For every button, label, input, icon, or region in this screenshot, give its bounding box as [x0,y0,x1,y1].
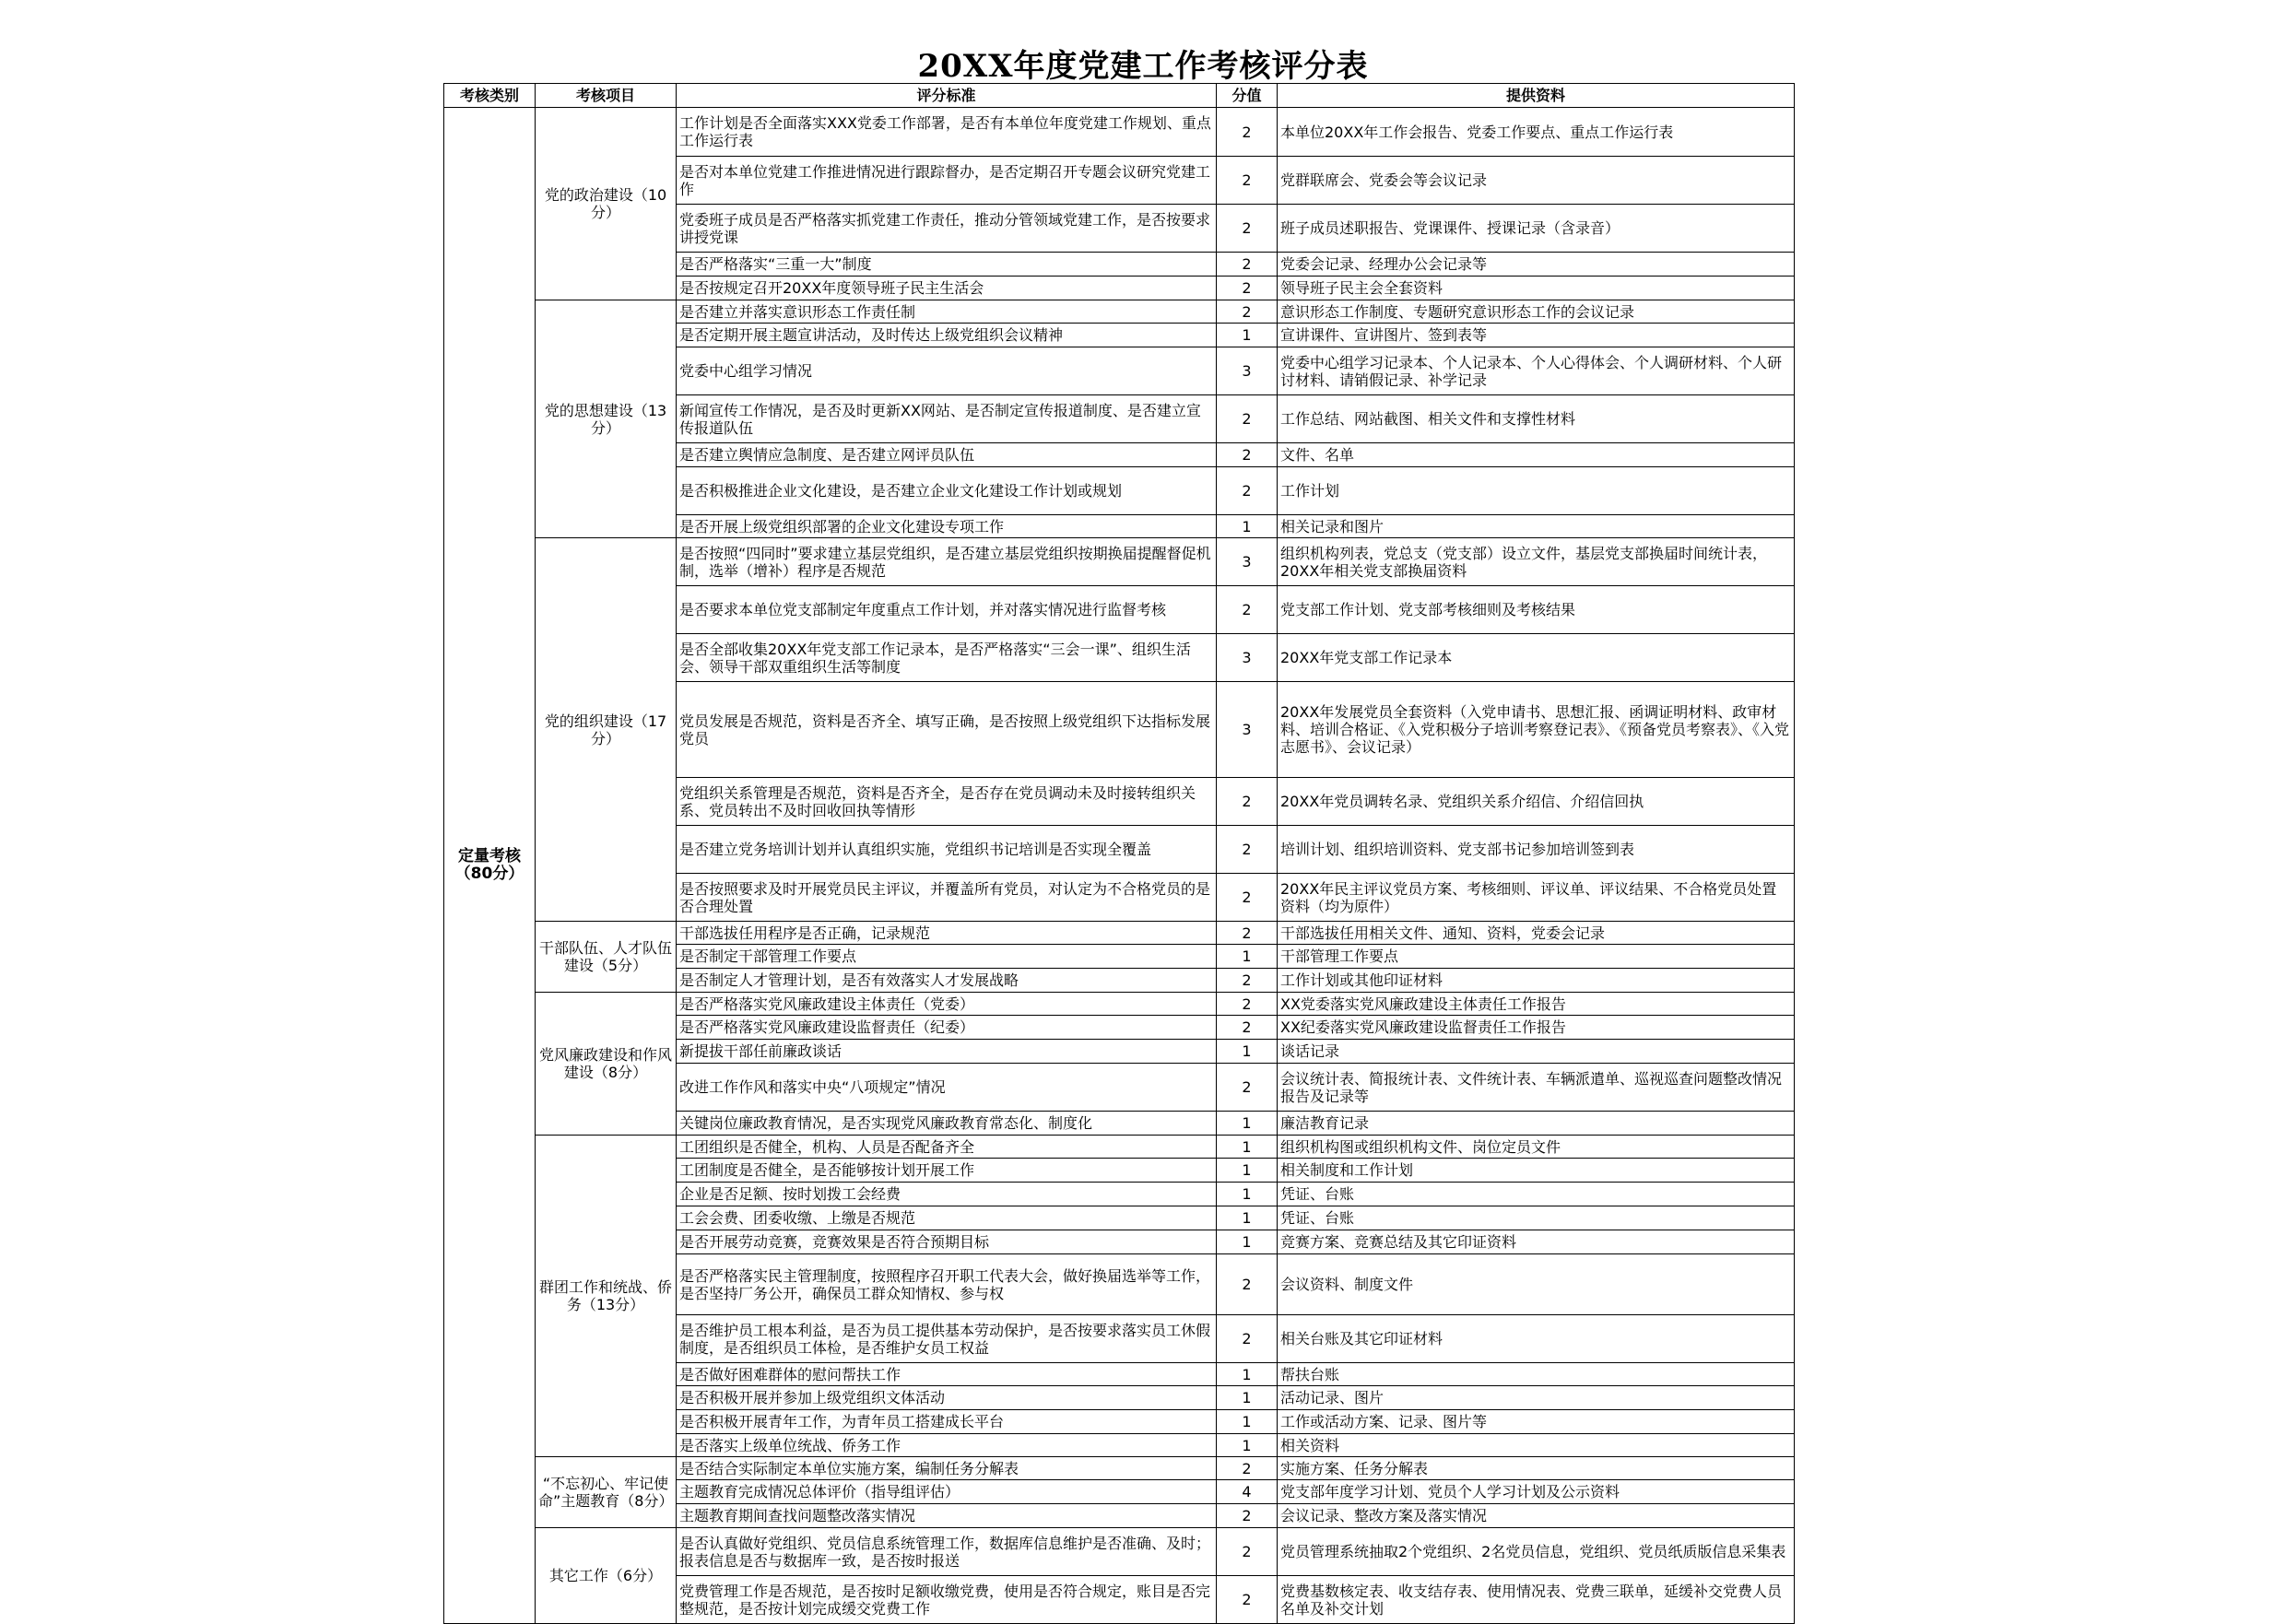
criteria-cell: 党组织关系管理是否规范，资料是否齐全，是否存在党员调动未及时接转组织关系、党员转出不及时回收回执等情形 [677,778,1217,826]
criteria-cell: 工作计划是否全面落实XXX党委工作部署，是否有本单位年度党建工作规划、重点工作运行表 [677,108,1217,157]
table-body [444,108,1795,1624]
score-cell: 2 [1217,205,1278,253]
score-cell: 3 [1217,538,1278,586]
criteria-cell: 是否落实上级单位统战、侨务工作 [677,1434,1217,1457]
materials-cell: 廉洁教育记录 [1278,1112,1795,1136]
materials-cell: 帮扶台账 [1278,1363,1795,1386]
materials-cell: 凭证、台账 [1278,1183,1795,1206]
materials-cell: 20XX年发展党员全套资料（入党申请书、思想汇报、函调证明材料、政审材料、培训合格证、《入党积极分子培训考察登记表》、《预备党员考察表》、《入党志愿书》、会议记录） [1278,682,1795,778]
materials-cell: 干部管理工作要点 [1278,945,1795,969]
criteria-cell: 是否维护员工根本利益，是否为员工提供基本劳动保护，是否按要求落实员工休假制度，是否组织员工体检，是否维护女员工权益 [677,1315,1217,1363]
header-materials: 提供资料 [1278,84,1795,108]
score-cell: 3 [1217,634,1278,682]
score-cell: 2 [1217,467,1278,515]
materials-cell: 竞赛方案、竞赛总结及其它印证资料 [1278,1230,1795,1254]
score-cell: 2 [1217,277,1278,300]
materials-cell: 会议记录、整改方案及落实情况 [1278,1504,1795,1528]
page-title: 20XX年度党建工作考核评分表 [917,48,1369,85]
criteria-cell: 是否建立并落实意识形态工作责任制 [677,300,1217,324]
project-cell: “不忘初心、牢记使命”主题教育（8分） [536,1457,677,1528]
table-row [444,1136,1795,1159]
materials-cell: 文件、名单 [1278,443,1795,467]
materials-cell: XX党委落实党风廉政建设主体责任工作报告 [1278,993,1795,1016]
criteria-cell: 是否做好困难群体的慰问帮扶工作 [677,1363,1217,1386]
criteria-cell: 主题教育期间查找问题整改落实情况 [677,1504,1217,1528]
score-cell: 2 [1217,443,1278,467]
criteria-cell: 是否开展上级党组织部署的企业文化建设专项工作 [677,515,1217,538]
materials-cell: 工作计划或其他印证材料 [1278,969,1795,993]
materials-cell: XX纪委落实党风廉政建设监督责任工作报告 [1278,1016,1795,1040]
score-cell: 2 [1217,1016,1278,1040]
criteria-cell: 是否积极推进企业文化建设，是否建立企业文化建设工作计划或规划 [677,467,1217,515]
materials-cell: 组织机构列表，党总支（党支部）设立文件，基层党支部换届时间统计表，20XX年相关党支部换届资料 [1278,538,1795,586]
criteria-cell: 是否要求本单位党支部制定年度重点工作计划，并对落实情况进行监督考核 [677,586,1217,634]
score-cell: 2 [1217,874,1278,922]
criteria-cell: 是否积极开展青年工作，为青年员工搭建成长平台 [677,1410,1217,1434]
criteria-cell: 是否严格落实“三重一大”制度 [677,253,1217,277]
materials-cell: 会议统计表、简报统计表、文件统计表、车辆派遣单、巡视巡查问题整改情况报告及记录等 [1278,1064,1795,1112]
materials-cell: 党员管理系统抽取2个党组织、2名党员信息，党组织、党员纸质版信息采集表 [1278,1528,1795,1576]
criteria-cell: 是否结合实际制定本单位实施方案，编制任务分解表 [677,1457,1217,1480]
materials-cell: 20XX年民主评议党员方案、考核细则、评议单、评议结果、不合格党员处置资料（均为原件） [1278,874,1795,922]
criteria-cell: 是否全部收集20XX年党支部工作记录本，是否严格落实“三会一课”、组织生活会、领导干部双重组织生活等制度 [677,634,1217,682]
criteria-cell: 改进工作作风和落实中央“八项规定”情况 [677,1064,1217,1112]
category-cell: 定量考核（80分） [444,108,536,1624]
table-row [444,993,1795,1016]
criteria-cell: 党费管理工作是否规范，是否按时足额收缴党费，使用是否符合规定，账目是否完整规范，是否按计划完成缓交党费工作 [677,1576,1217,1624]
materials-cell: 党委中心组学习记录本、个人记录本、个人心得体会、个人调研材料、个人研讨材料、请销假记录、补学记录 [1278,347,1795,395]
materials-cell: 本单位20XX年工作会报告、党委工作要点、重点工作运行表 [1278,108,1795,157]
score-cell: 1 [1217,1112,1278,1136]
score-cell: 1 [1217,515,1278,538]
materials-cell: 相关台账及其它印证材料 [1278,1315,1795,1363]
criteria-cell: 新提拔干部任前廉政谈话 [677,1040,1217,1064]
criteria-cell: 是否按照要求及时开展党员民主评议，并覆盖所有党员，对认定为不合格党员的是否合理处置 [677,874,1217,922]
materials-cell: 会议资料、制度文件 [1278,1254,1795,1315]
table-row [444,922,1795,945]
score-cell: 2 [1217,108,1278,157]
materials-cell: 领导班子民主会全套资料 [1278,277,1795,300]
materials-cell: 意识形态工作制度、专题研究意识形态工作的会议记录 [1278,300,1795,324]
score-cell: 2 [1217,300,1278,324]
criteria-cell: 工团制度是否健全，是否能够按计划开展工作 [677,1159,1217,1183]
materials-cell: 相关资料 [1278,1434,1795,1457]
materials-cell: 干部选拔任用相关文件、通知、资料，党委会记录 [1278,922,1795,945]
score-cell: 2 [1217,395,1278,443]
materials-cell: 相关制度和工作计划 [1278,1159,1795,1183]
table-row [444,538,1795,586]
project-cell: 党的思想建设（13分） [536,300,677,538]
materials-cell: 党群联席会、党委会等会议记录 [1278,157,1795,205]
header-category: 考核类别 [444,84,536,108]
header-project: 考核项目 [536,84,677,108]
score-cell: 1 [1217,1159,1278,1183]
score-cell: 3 [1217,682,1278,778]
score-cell: 2 [1217,1457,1278,1480]
project-cell: 党的组织建设（17分） [536,538,677,922]
score-cell: 2 [1217,778,1278,826]
score-cell: 1 [1217,1183,1278,1206]
project-cell: 群团工作和统战、侨务（13分） [536,1136,677,1457]
materials-cell: 20XX年党支部工作记录本 [1278,634,1795,682]
criteria-cell: 工会会费、团委收缴、上缴是否规范 [677,1206,1217,1230]
score-cell: 2 [1217,993,1278,1016]
score-cell: 2 [1217,1254,1278,1315]
project-cell: 其它工作（6分） [536,1528,677,1624]
criteria-cell: 是否严格落实党风廉政建设监督责任（纪委） [677,1016,1217,1040]
materials-cell: 党委会记录、经理办公会记录等 [1278,253,1795,277]
criteria-cell: 是否严格落实民主管理制度，按照程序召开职工代表大会，做好换届选举等工作，是否坚持厂务公开，确保员工群众知情权、参与权 [677,1254,1217,1315]
criteria-cell: 是否定期开展主题宣讲活动，及时传达上级党组织会议精神 [677,324,1217,347]
materials-cell: 实施方案、任务分解表 [1278,1457,1795,1480]
criteria-cell: 是否制定干部管理工作要点 [677,945,1217,969]
materials-cell: 凭证、台账 [1278,1206,1795,1230]
materials-cell: 相关记录和图片 [1278,515,1795,538]
assessment-table [443,83,1795,1624]
criteria-cell: 党员发展是否规范，资料是否齐全、填写正确，是否按照上级党组织下达指标发展党员 [677,682,1217,778]
project-cell: 干部队伍、人才队伍建设（5分） [536,922,677,993]
score-cell: 2 [1217,253,1278,277]
materials-cell: 工作总结、网站截图、相关文件和支撑性材料 [1278,395,1795,443]
criteria-cell: 是否建立舆情应急制度、是否建立网评员队伍 [677,443,1217,467]
score-cell: 1 [1217,1040,1278,1064]
materials-cell: 宣讲课件、宣讲图片、签到表等 [1278,324,1795,347]
table-row [444,1457,1795,1480]
score-cell: 3 [1217,347,1278,395]
score-cell: 1 [1217,324,1278,347]
score-cell: 1 [1217,1136,1278,1159]
header-score: 分值 [1217,84,1278,108]
table-header-row [444,84,1795,108]
score-cell: 1 [1217,1386,1278,1410]
score-cell: 2 [1217,969,1278,993]
materials-cell: 活动记录、图片 [1278,1386,1795,1410]
score-cell: 1 [1217,945,1278,969]
score-cell: 2 [1217,826,1278,874]
project-cell: 党的政治建设（10分） [536,108,677,300]
criteria-cell: 工团组织是否健全，机构、人员是否配备齐全 [677,1136,1217,1159]
criteria-cell: 是否对本单位党建工作推进情况进行跟踪督办，是否定期召开专题会议研究党建工作 [677,157,1217,205]
materials-cell: 工作或活动方案、记录、图片等 [1278,1410,1795,1434]
criteria-cell: 是否积极开展并参加上级党组织文体活动 [677,1386,1217,1410]
score-cell: 2 [1217,1504,1278,1528]
score-cell: 1 [1217,1363,1278,1386]
score-cell: 2 [1217,1064,1278,1112]
materials-cell: 组织机构图或组织机构文件、岗位定员文件 [1278,1136,1795,1159]
score-cell: 2 [1217,1576,1278,1624]
criteria-cell: 关键岗位廉政教育情况，是否实现党风廉政教育常态化、制度化 [677,1112,1217,1136]
table-row [444,1528,1795,1576]
criteria-cell: 是否建立党务培训计划并认真组织实施，党组织书记培训是否实现全覆盖 [677,826,1217,874]
table-row [444,108,1795,157]
criteria-cell: 党委中心组学习情况 [677,347,1217,395]
criteria-cell: 是否制定人才管理计划，是否有效落实人才发展战略 [677,969,1217,993]
materials-cell: 党支部工作计划、党支部考核细则及考核结果 [1278,586,1795,634]
materials-cell: 谈话记录 [1278,1040,1795,1064]
score-cell: 1 [1217,1434,1278,1457]
table-row [444,300,1795,324]
score-cell: 4 [1217,1480,1278,1504]
criteria-cell: 党委班子成员是否严格落实抓党建工作责任，推动分管领域党建工作，是否按要求讲授党课 [677,205,1217,253]
criteria-cell: 干部选拔任用程序是否正确，记录规范 [677,922,1217,945]
materials-cell: 培训计划、组织培训资料、党支部书记参加培训签到表 [1278,826,1795,874]
header-criteria: 评分标准 [677,84,1217,108]
materials-cell: 党支部年度学习计划、党员个人学习计划及公示资料 [1278,1480,1795,1504]
criteria-cell: 是否按规定召开20XX年度领导班子民主生活会 [677,277,1217,300]
criteria-cell: 企业是否足额、按时划拨工会经费 [677,1183,1217,1206]
criteria-cell: 新闻宣传工作情况，是否及时更新XX网站、是否制定宣传报道制度、是否建立宣传报道队伍 [677,395,1217,443]
score-cell: 2 [1217,157,1278,205]
score-cell: 2 [1217,922,1278,945]
score-cell: 1 [1217,1410,1278,1434]
criteria-cell: 是否按照“四同时”要求建立基层党组织，是否建立基层党组织按期换届提醒督促机制，选举（增补）程序是否规范 [677,538,1217,586]
project-cell: 党风廉政建设和作风建设（8分） [536,993,677,1136]
materials-cell: 党费基数核定表、收支结存表、使用情况表、党费三联单，延缓补交党费人员名单及补交计划 [1278,1576,1795,1624]
criteria-cell: 是否严格落实党风廉政建设主体责任（党委） [677,993,1217,1016]
score-cell: 2 [1217,586,1278,634]
materials-cell: 班子成员述职报告、党课课件、授课记录（含录音） [1278,205,1795,253]
criteria-cell: 主题教育完成情况总体评价（指导组评估） [677,1480,1217,1504]
score-cell: 1 [1217,1206,1278,1230]
criteria-cell: 是否认真做好党组织、党员信息系统管理工作，数据库信息维护是否准确、及时；报表信息是否与数据库一致，是否按时报送 [677,1528,1217,1576]
materials-cell: 工作计划 [1278,467,1795,515]
score-cell: 2 [1217,1528,1278,1576]
score-cell: 2 [1217,1315,1278,1363]
score-cell: 1 [1217,1230,1278,1254]
materials-cell: 20XX年党员调转名录、党组织关系介绍信、介绍信回执 [1278,778,1795,826]
criteria-cell: 是否开展劳动竞赛，竞赛效果是否符合预期目标 [677,1230,1217,1254]
